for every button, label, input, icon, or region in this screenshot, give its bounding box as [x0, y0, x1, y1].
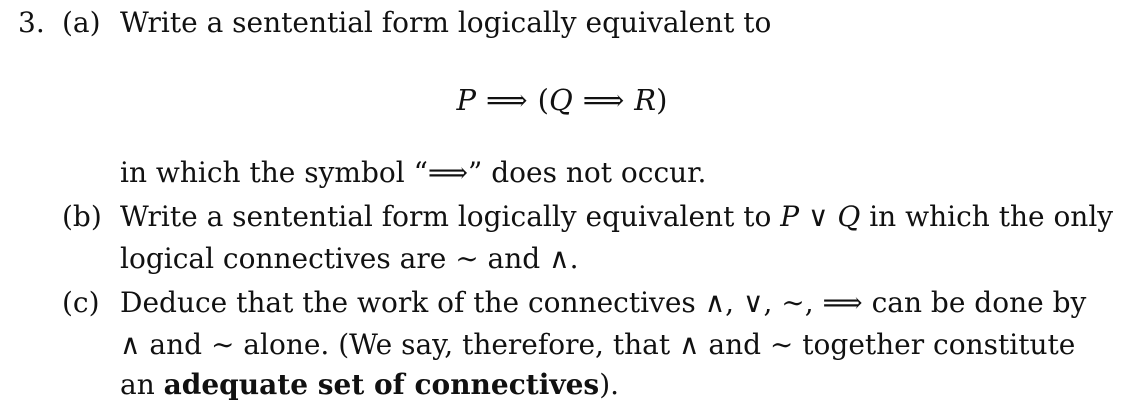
problem-number: 3.: [18, 6, 45, 39]
part-a-text: Write a sentential form logically equivalent to: [120, 6, 772, 39]
part-a-label: (a): [62, 6, 101, 39]
part-b-line-1: [120, 200, 1113, 234]
part-b-line-1-suffix: in which the only: [860, 200, 1114, 233]
formula-q: Q: [548, 83, 573, 117]
part-a-text-after: in which the symbol “⟹” does not occur.: [120, 156, 707, 189]
part-b-line-2: logical connectives are ∼ and ∧.: [120, 242, 579, 275]
part-c-line-3: [120, 368, 619, 402]
part-c-line-3-prefix: an: [120, 368, 164, 401]
part-b-label: (b): [62, 200, 102, 233]
part-b-math: P ∨ Q: [780, 200, 861, 233]
formula-r: R: [634, 83, 657, 117]
formula-close-paren: ): [656, 83, 668, 117]
formula-open-paren: (: [537, 83, 549, 117]
part-b-line-1-prefix: Write a sentential form logically equivalent to: [120, 200, 781, 233]
part-c-line-3-suffix: ).: [599, 368, 620, 401]
part-c-line-1: Deduce that the work of the connectives ∧, ∨, ∼, ⟹ can be done by: [120, 286, 1087, 319]
formula-p: P: [456, 83, 477, 117]
part-a-formula: [0, 82, 1124, 118]
part-c-label: (c): [62, 286, 100, 319]
part-c-bold-term: adequate set of connectives: [163, 368, 600, 401]
formula-implies-2: ⟹: [582, 83, 625, 117]
part-c-line-2: ∧ and ∼ alone. (We say, therefore, that ∧ and ∼ together constitute: [120, 328, 1076, 361]
formula-implies-1: ⟹: [486, 83, 528, 117]
